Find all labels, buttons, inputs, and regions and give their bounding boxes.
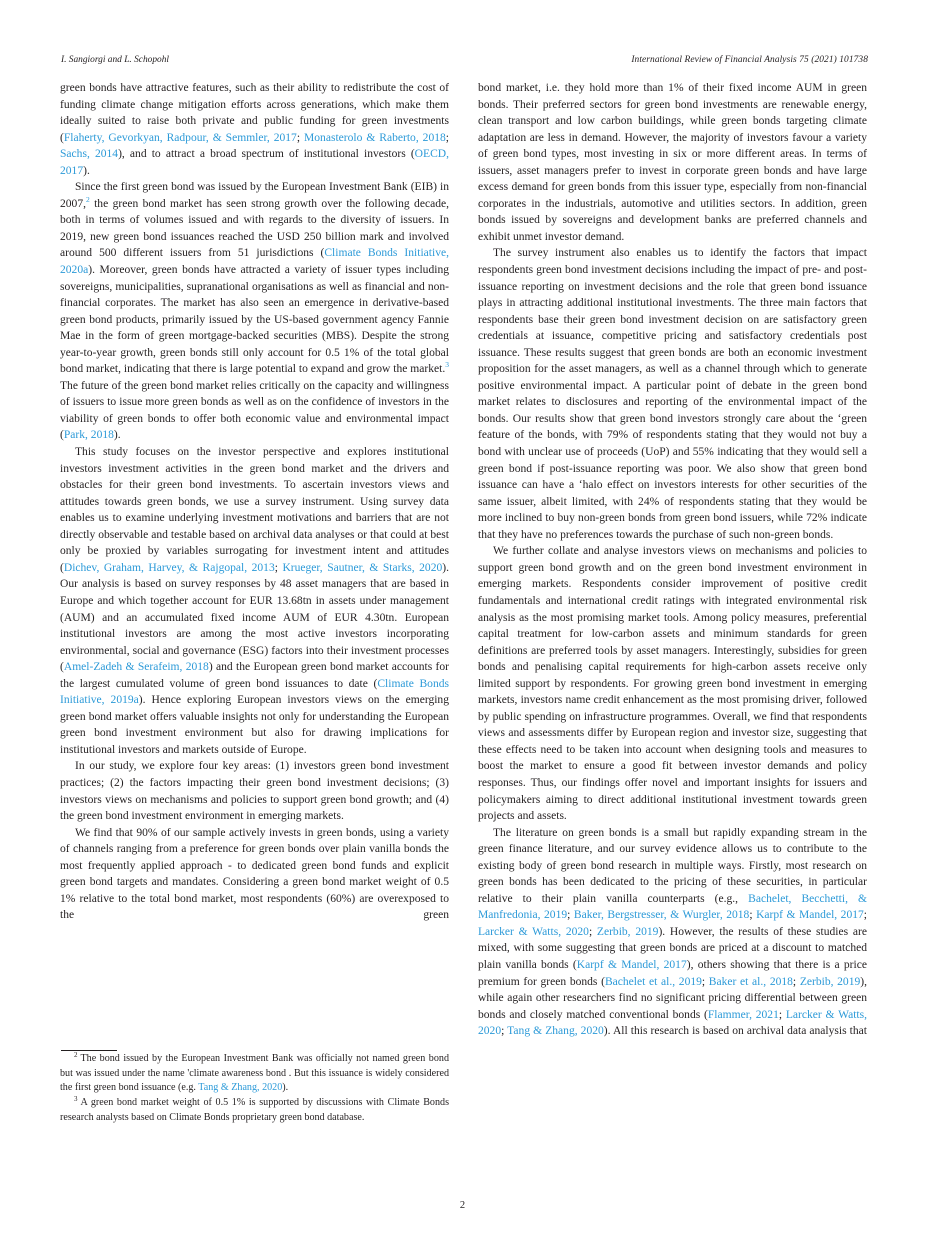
text-run: We further collate and analyse investors views on mechanisms and policies to support green bond growth and on the green bond investment environment in emerging markets. Respondents consider improvement of positive credit fundamentals and international credit ratings with integrated environmental risk analysis as the most promising market tools. Among policy measures, preferential capital treatment for low-carbon assets and minimum standards for green definitions are preferred tools by asset managers. Interestingly, subsidies for green bonds and penalising capital requirements for high-carbon assets receive only limited support by respondents. For growing green bond investment in emerging markets, investors name credit enhancement as the most promising driver, followed by public spending on infrastructure programmes. Overall, we find that respondents views and assessments differ by European region and investor size, suggesting that these effects need to be taken into account when designing tools and measures to boost the market to ensure a good fit between investor demands and policy responses. Thus, our findings offer novel and important insights for issuers and policymakers aiming to direct additional institutional investment towards green projects and assets. <box>478 545 867 823</box>
citation-link[interactable]: Tang & Zhang, 2020 <box>198 1082 283 1094</box>
text-run: The future of the green bond market relies critically on the capacity and willingness of issuers to issue more green bonds as well as on the confidence of investors in the viability of green bonds to offer both economic value and environmental impact ( <box>60 379 449 442</box>
citation-link[interactable]: Flammer, 2021 <box>707 1008 779 1021</box>
running-header-authors: I. Sangiorgi and L. Schopohl <box>61 55 169 65</box>
text-run: ). Hence exploring European investors views on the emerging green bond market offers valuable insights not only for understanding the European green bond investment environment but also for drawing implications for institutional investors and markets outside of Europe. <box>60 694 449 756</box>
text-run: A green bond market weight of 0.5 1% is supported by discussions with Climate Bonds research analysts based on Climate Bonds proprietary green bond database. <box>60 1097 449 1123</box>
text-run: This study focuses on the investor perspective and explores institutional investors investment activities in the green bond market and the drivers and obstacles for their green bond investments. To ascertain investors views and attitudes towards green bonds, we use a survey instrument. Using survey data enables us to examine underlying investment motivations and barriers that are not directly observable and testable based on archival data analyses or that could at best only be proxied by variables surrogating for investment intent and attitudes ( <box>60 446 449 574</box>
citation-link[interactable]: Larcker & Watts, 2020 <box>478 925 589 938</box>
text-run: ). All this research is based on archival data analysis that <box>603 1025 867 1038</box>
citation-link[interactable]: Climate Bonds Initiative, 2019a <box>60 677 449 707</box>
paragraph <box>60 444 449 758</box>
citation-link[interactable]: Zerbib, 2019 <box>799 975 861 988</box>
text-run: bond market, i.e. they hold more than 1% of their fixed income AUM in green bonds. Their preferred sectors for green bond investments are renewable energy, clean transport and low carbon buildings, while green bonds targeting climate adaptation are less in demand. However, the majority of investors favour a variety of green bond types, most investing in six or more different areas. In terms of issuers, asset managers prefer to invest in corporate green bonds and have large excess demand for green bonds from this issuer type, especially from non-financial corporates in the industrials, automotive and utilities sectors. In addition, green bonds issued by sovereigns and development banks are preferred channels and exhibit unmet investor demand. <box>478 82 867 243</box>
citation-link[interactable]: Karpf & Mandel, 2017 <box>756 909 864 922</box>
text-run: ; <box>274 561 283 574</box>
page-number: 2 <box>459 1200 466 1211</box>
paragraph <box>478 825 867 1040</box>
citation-link[interactable]: Zerbib, 2019 <box>596 925 659 938</box>
text-run: ), others showing that there is a price premium for green bonds ( <box>478 958 867 988</box>
text-run: ). Moreover, green bonds have attracted a variety of issuer types including sovereigns, municipalities, supranational organisations as well as financial and non-financial corporates. The market has also seen an emergence in derivative-based green bond products, primarily issued by the US-based government agency Fannie Mae in the form of green mortgage-backed securities (MBS). Despite the strong year-to-year growth, green bonds still only account for 0.5 1% of the total global bond market, indicating that there is large potential to expand and grow the market. <box>60 264 449 376</box>
right-column <box>478 80 867 1040</box>
text-run: ; <box>778 1008 786 1021</box>
citation-link[interactable]: Monasterolo & Raberto, 2018 <box>304 131 446 144</box>
citation-link[interactable]: OECD, 2017 <box>60 148 449 177</box>
citation-link[interactable]: Karpf & Mandel, 2017 <box>576 958 687 971</box>
citation-link[interactable]: Flaherty, Gevorkyan, Radpour, & Semmler, 2017 <box>63 131 297 144</box>
text-run: ). Our analysis is based on survey responses by 48 asset managers that are based in Europe and which together account for EUR 13.68tn in assets under management (AUM) and an accumulated fixed income AUM of EUR 4.30tn. European institutional investors are among the most active investors incorporating environmental, social and governance (ESG) factors into their investment processes ( <box>60 561 449 674</box>
text-run: ; <box>501 1025 508 1038</box>
citation-link[interactable]: Krueger, Sautner, & Starks, 2020 <box>282 561 443 574</box>
text-run: ; <box>701 975 709 988</box>
footnotes <box>60 1052 449 1126</box>
text-run: the green bond market has seen strong growth over the following decade, both in terms of volumes issued and with regards to the diversity of issuers. In 2019, new green bond issuances reached the USD 250 billion mark and involved around 500 different issuers from 51 jurisdictions ( <box>60 197 449 260</box>
paragraph <box>478 245 867 543</box>
footnote <box>60 1052 449 1096</box>
text-run: ). However, the results of these studies are mixed, with some suggesting that green bonds are priced at a discount to matched plain vanilla bonds ( <box>478 925 867 971</box>
citation-link[interactable]: Sachs, 2014 <box>60 148 119 161</box>
citation-link[interactable]: Baker et al., 2018 <box>708 975 793 988</box>
footnote <box>60 1096 449 1125</box>
paragraph <box>60 758 449 824</box>
citation-link[interactable]: Dichev, Graham, Harvey, & Rajgopal, 2013 <box>63 561 275 574</box>
citation-link[interactable]: Larcker & Watts, 2020 <box>478 1008 867 1038</box>
text-run: ), while again other researchers find no significant pricing differential between green bonds and closely matched conventional bonds ( <box>478 975 867 1021</box>
text-run: ; <box>445 131 449 144</box>
text-run: In our study, we explore four key areas: (1) investors green bond investment practices; (2) the factors impacting their green bond investment decisions; (3) investors views on mechanisms and policies to support green bond growth; and (4) the green bond investment environment in emerging markets. <box>60 760 449 823</box>
paragraph <box>60 825 449 924</box>
paragraph <box>60 80 449 179</box>
citation-link[interactable]: Baker, Bergstresser, & Wurgler, 2018 <box>573 909 750 922</box>
footnote-ref-link[interactable]: 2 <box>85 194 90 204</box>
text-run: Since the first green bond was issued by the European Investment Bank (EIB) in 2007, <box>60 181 449 210</box>
text-run: ; <box>567 909 574 922</box>
citation-link[interactable]: Tang & Zhang, 2020 <box>507 1025 604 1038</box>
citation-link[interactable]: Amel-Zadeh & Serafeim, 2018 <box>63 661 209 674</box>
text-run: The survey instrument also enables us to identify the factors that impact respondents green bond investment decisions including the impact of pre- and post-issuance reporting on investment decisions and the role that green bond issuance plays in attracting additional institutional investments. The three main factors that respondents base their green bond investment decision on are satisfactory green credentials at issuance, competitive pricing and satisfactory credentials post issuance. These results suggest that green bonds are both an economic investment proposition for the asset managers, as well as a channel through which to generate positive environmental impact. A particular point of debate in the green bond market relates to disclosures and reporting of the environmental impact of the bonds. Our results show that green bond investors strongly care about the ‘green feature of the bonds, with 79% of respondents stating that they would not buy a bond with unclear use of proceeds (UoP) and 55% indicating that they would sell a green bond if post-issuance reporting was poor. We also show that green bond issuance can have a ‘halo effect on investors interests for other securities of the same issuer, albeit limited, with 24% of respondents stating that they would be more inclined to buy non-green bonds from green bond issuers, while 72% indicate that they have no preferences towards the purchase of such non-green bonds. <box>478 247 867 541</box>
footnote-divider <box>61 1050 117 1051</box>
text-run: ; <box>749 909 757 922</box>
paragraph <box>60 179 449 444</box>
citation-link[interactable]: Climate Bonds Initiative, 2020a <box>60 247 449 277</box>
text-run: ; <box>588 925 597 938</box>
text-run: ). <box>83 164 90 177</box>
text-run: green bonds have attractive features, such as their ability to redistribute the cost of funding climate change mitigation efforts across generations, which make them ideally suited to raise both private and public funding for green investments ( <box>60 82 449 144</box>
paragraph <box>478 80 867 245</box>
citation-link[interactable]: Bachelet et al., 2019 <box>604 975 702 988</box>
footnote-number: 3 <box>74 1095 78 1104</box>
text-run: The bond issued by the European Investment Bank was officially not named green bond but was issued under the name 'climate awareness bond . But this issuance is widely considered the first green bond issuance (e.g. <box>60 1053 449 1094</box>
text-run: ; <box>792 975 800 988</box>
text-run: The literature on green bonds is a small but rapidly expanding stream in the green finance literature, and our survey evidence allows us to contribute to the existing body of green bond research in multiple ways. Firstly, most research on green bonds has been dedicated to the pricing of these securities, in particular relative to their plain vanilla counterparts (e.g., <box>478 826 867 905</box>
citation-link[interactable]: Park, 2018 <box>63 429 114 442</box>
text-run: ), and to attract a broad spectrum of institutional investors ( <box>118 148 415 161</box>
footnote-number: 2 <box>74 1051 78 1059</box>
left-column <box>60 80 449 924</box>
text-run: ). <box>113 429 121 442</box>
text-run: ; <box>863 909 867 922</box>
citation-link[interactable]: Bachelet, Becchetti, & Manfredonia, 2019 <box>478 892 867 922</box>
text-run: ; <box>296 131 305 144</box>
footnote-ref-link[interactable]: 3 <box>445 360 449 370</box>
text-run: ) and the European green bond market accounts for the largest cumulated volume of green bond issuances to date ( <box>60 661 449 690</box>
paragraph <box>478 543 867 824</box>
text-run: We find that 90% of our sample actively invests in green bonds, using a variety of channels ranging from a preference for green bonds over plain vanilla bonds the most frequently applied approach - to dedicated green bond funds and explicit green bond targets and mandates. Considering a green bond market weight of 0.5 1% relative to the total bond market, most respondents (60%) are overexposed to the green <box>60 826 449 922</box>
running-header-journal: International Review of Financial Analysis 75 (2021) 101738 <box>631 55 868 65</box>
text-run: ). <box>282 1082 289 1094</box>
